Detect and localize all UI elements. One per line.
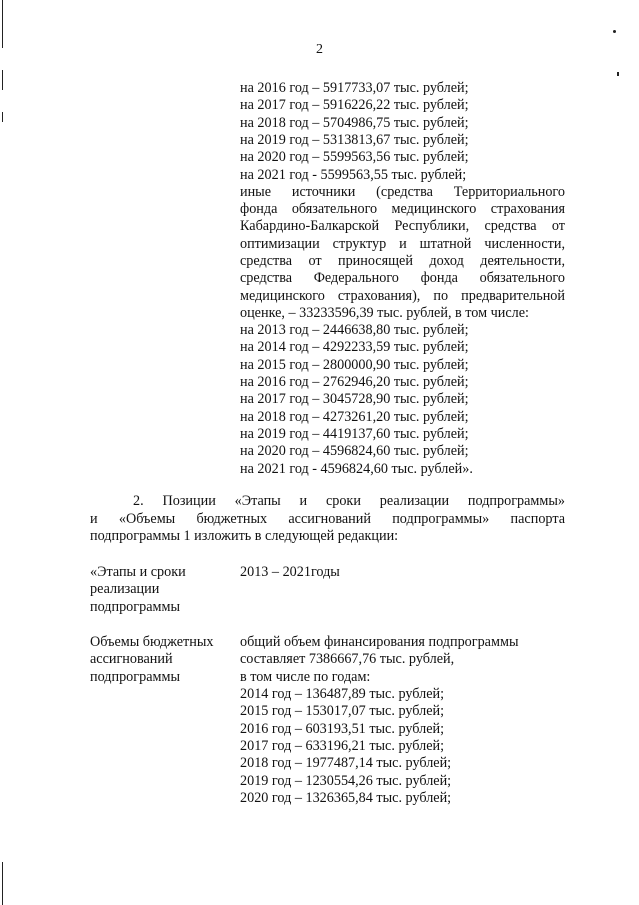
- volumes-label-line: ассигнований: [90, 651, 173, 668]
- stages-label-line: подпрограммы: [90, 598, 180, 615]
- stages-label-line: «Этапы и сроки: [90, 564, 186, 580]
- scan-edge-mark: [2, 862, 3, 905]
- volumes-label-line: подпрограммы: [90, 668, 180, 685]
- list-item: на 2018 год – 4273261,20 тыс. рублей;: [240, 408, 469, 425]
- volumes-intro-line: в том числе по годам:: [240, 668, 371, 685]
- list-item: 2015 год – 153017,07 тыс. рублей;: [240, 703, 445, 720]
- list-item: на 2019 год – 4419137,60 тыс. рублей;: [240, 425, 469, 442]
- list-item: на 2014 год – 4292233,59 тыс. рублей;: [240, 339, 469, 356]
- paragraph-line: средства от приносящей доход деятельности,: [240, 252, 565, 269]
- list-item: на 2019 год – 5313813,67 тыс. рублей;: [240, 131, 469, 148]
- paragraph-line: оценке, – 33233596,39 тыс. рублей, в том числе:: [240, 304, 529, 321]
- paragraph-line: подпрограммы 1 изложить в следующей редакции:: [90, 528, 399, 544]
- scan-dot: [617, 72, 619, 76]
- paragraph-line: иные источники (средства Территориального: [240, 183, 565, 200]
- list-item: на 2020 год – 5599563,56 тыс. рублей;: [240, 149, 469, 166]
- list-item: на 2018 год – 5704986,75 тыс. рублей;: [240, 114, 469, 131]
- list-item: на 2017 год – 3045728,90 тыс. рублей;: [240, 391, 469, 408]
- list-item: 2016 год – 603193,51 тыс. рублей;: [240, 720, 445, 737]
- paragraph-line: оптимизации структур и штатной численности,: [240, 235, 565, 252]
- list-item: 2017 год – 633196,21 тыс. рублей;: [240, 737, 445, 754]
- scan-edge-mark: [2, 0, 3, 48]
- scan-dot: [613, 30, 616, 33]
- paragraph-line: средства Федерального фонда обязательного: [240, 270, 565, 287]
- list-item: на 2020 год – 4596824,60 тыс. рублей;: [240, 443, 469, 460]
- stages-value: 2013 – 2021годы: [240, 564, 340, 580]
- volumes-label-line: Объемы бюджетных: [90, 634, 214, 650]
- volumes-intro-line: составляет 7386667,76 тыс. рублей,: [240, 651, 455, 668]
- list-item: на 2015 год – 2800000,90 тыс. рублей;: [240, 356, 469, 373]
- list-item: 2020 год – 1326365,84 тыс. рублей;: [240, 789, 452, 806]
- page-number: 2: [316, 42, 323, 57]
- paragraph-line: и «Объемы бюджетных ассигнований подпрограммы» паспорта: [90, 510, 565, 527]
- paragraph-line: фонда обязательного медицинского страхования: [240, 201, 565, 218]
- stages-label-line: реализации: [90, 581, 160, 598]
- list-item: на 2013 год – 2446638,80 тыс. рублей;: [240, 322, 469, 339]
- list-item: на 2021 год - 4596824,60 тыс. рублей».: [240, 460, 473, 477]
- list-item: на 2017 год – 5916226,22 тыс. рублей;: [240, 97, 469, 114]
- paragraph-line: Кабардино-Балкарской Республики, средства от: [240, 218, 565, 235]
- volumes-intro-line: общий объем финансирования подпрограммы: [240, 634, 519, 650]
- scan-edge-mark: [2, 112, 3, 122]
- paragraph-line: медицинского страхования), по предварительной: [240, 287, 565, 304]
- list-item: на 2016 год – 5917733,07 тыс. рублей;: [240, 80, 469, 96]
- list-item: на 2016 год – 2762946,20 тыс. рублей;: [240, 374, 469, 391]
- scan-edge-mark: [2, 70, 3, 90]
- list-item: на 2021 год - 5599563,55 тыс. рублей;: [240, 166, 467, 183]
- list-item: 2014 год – 136487,89 тыс. рублей;: [240, 686, 445, 702]
- list-item: 2018 год – 1977487,14 тыс. рублей;: [240, 755, 452, 772]
- paragraph-line: 2. Позиции «Этапы и сроки реализации подпрограммы»: [133, 493, 565, 509]
- list-item: 2019 год – 1230554,26 тыс. рублей;: [240, 772, 452, 789]
